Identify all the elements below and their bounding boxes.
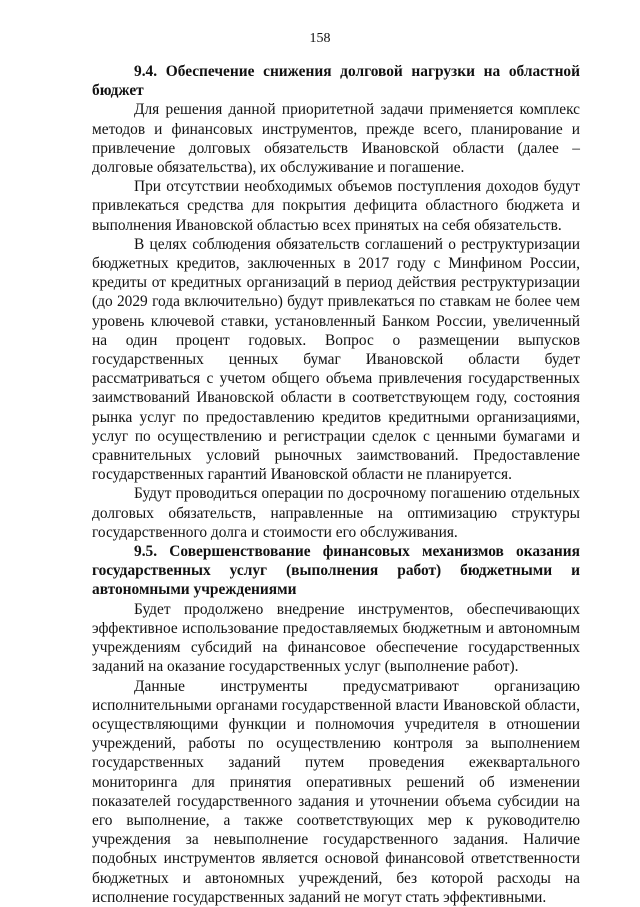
paragraph: В целях соблюдения обязательств соглашений о реструктуризации бюджетных кредитов, заключенных в 2017 году с Минфином России, кредиты от кредитных организаций в период действия реструктуризации (до 2029 года включительно) будут привлекаться по ставкам не более чем уровень ключевой ставки, установленный Банком России, увеличенный на один процент годовых. Вопрос о размещении выпусков государственных ценных бумаг Ивановской области будет рассматриваться с учетом общего объема привлечения государственных заимствований Ивановской области в соответствующем году, состояния рынка услуг по предоставлению кредитов кредитными организациями, услуг по осуществлению и регистрации сделок с ценными бумагами и сравнительных условий рыночных заимствований. Предоставление государственных гарантий Ивановской области не планируется. (92, 235, 580, 484)
section-heading-9-5: 9.5. Совершенствование финансовых механизмов оказания государственных услуг (выполнения работ) бюджетными и автономными учреждениями (92, 543, 580, 599)
page-number: 158 (309, 31, 331, 46)
paragraph: Для решения данной приоритетной задачи применяется комплекс методов и финансовых инструментов, прежде всего, планирование и привлечение долговых обязательств Ивановской области (далее – долговые обязательства), их обслуживание и погашение. (92, 101, 580, 177)
paragraph: При отсутствии необходимых объемов поступления доходов будут привлекаться средства для покрытия дефицита областного бюджета и выполнения Ивановской областью всех принятых на себя обязательств. (92, 178, 580, 234)
paragraph: Будет продолжено внедрение инструментов, обеспечивающих эффективное использование предоставляемых бюджетным и автономным учреждениям субсидий на финансовое обеспечение государственных заданий на оказание государственных услуг (выполнение работ). (92, 600, 580, 676)
paragraph: Будут проводиться операции по досрочному погашению отдельных долговых обязательств, направленные на оптимизацию структуры государственного долга и стоимости его обслуживания. (92, 485, 580, 541)
paragraph: Данные инструменты предусматривают организацию исполнительными органами государственной власти Ивановской области, осуществляющими функции и полномочия учредителя в отношении учреждений, работы по осуществлению контроля за выполнением государственных заданий путем проведения ежеквартального мониторинга для принятия оперативных решений об изменении показателей государственного задания и уточнении объема субсидии на его выполнение, а также соответствующих мер к руководителю учреждения за невыполнение государственного задания. Наличие подобных инструментов является основой финансовой ответственности бюджетных и автономных учреждений, без которой расходы на исполнение государственных заданий не могут стать эффективными. (92, 677, 580, 906)
page-content (92, 62, 580, 907)
section-heading-9-4: 9.4. Обеспечение снижения долговой нагрузки на областной бюджет (92, 63, 580, 100)
